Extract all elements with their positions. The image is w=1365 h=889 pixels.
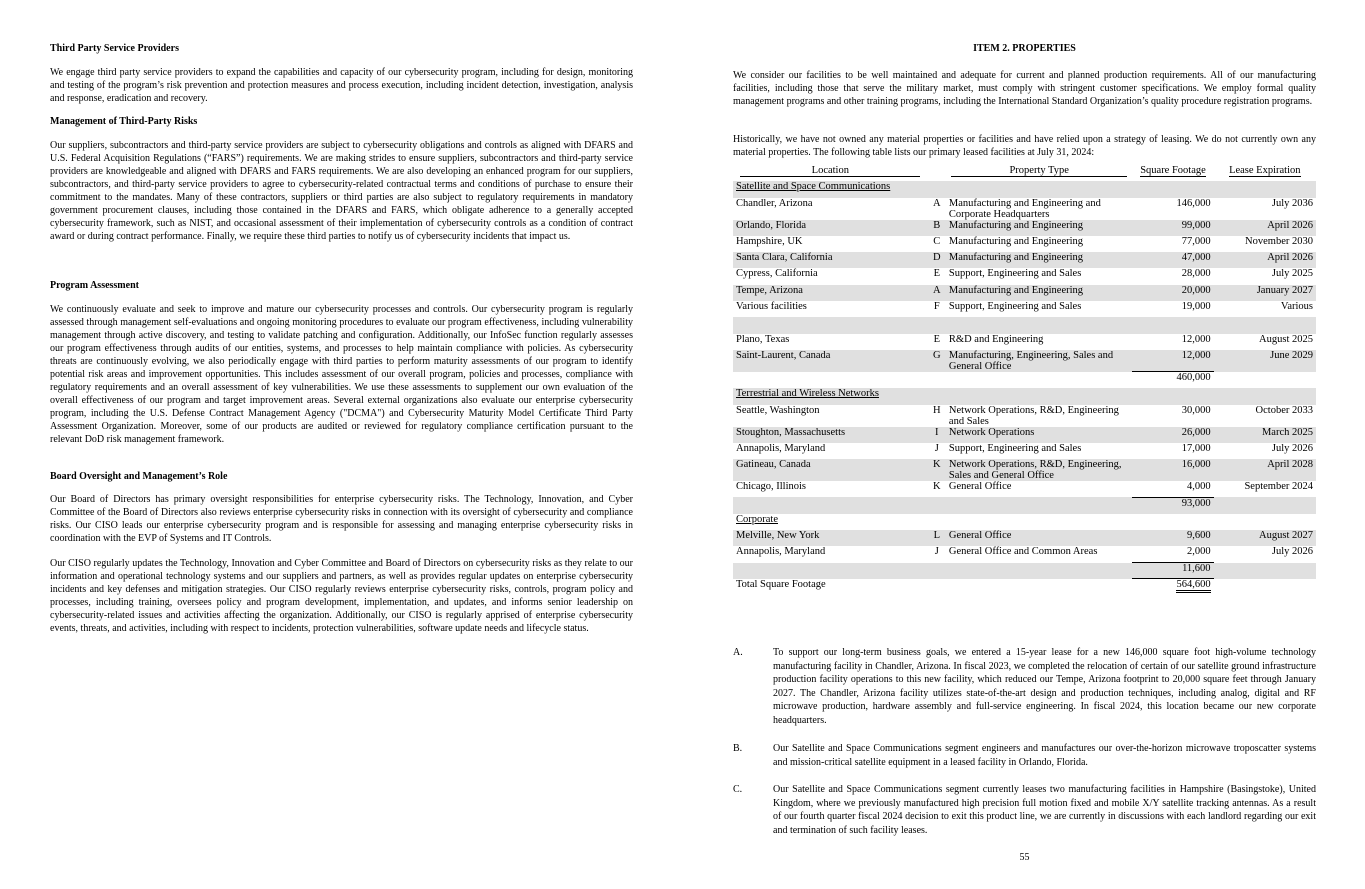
- lease-expiration-cell: October 2033: [1255, 404, 1313, 416]
- property-type-cell: Manufacturing and Engineering: [946, 220, 1133, 236]
- note-cell: I: [928, 427, 946, 443]
- table-row: [733, 427, 1316, 443]
- square-footage-cell: 4,000: [1186, 481, 1211, 493]
- total-cell: 564,600: [1176, 579, 1210, 593]
- total-row: [733, 579, 1316, 595]
- note-cell: H: [932, 404, 941, 416]
- property-type-cell: Manufacturing and Engineering: [946, 285, 1133, 301]
- square-footage-cell: 146,000: [1176, 197, 1211, 209]
- table-row: [733, 285, 1316, 301]
- properties-table: [733, 165, 1316, 595]
- table-row: [733, 236, 1316, 252]
- heading-board-oversight: Board Oversight and Management’s Role: [50, 471, 228, 482]
- column-header-location: Location: [740, 165, 920, 177]
- column-header-property-type: Property Type: [951, 165, 1127, 177]
- location-cell: Melville, New York: [733, 530, 928, 546]
- square-footage-cell: 16,000: [1132, 459, 1213, 481]
- note-cell: C: [933, 235, 941, 247]
- note-cell: D: [928, 252, 946, 268]
- lease-expiration-cell: September 2024: [1244, 481, 1313, 493]
- location-cell: Seattle, Washington: [736, 404, 820, 416]
- page-number: 55: [1019, 852, 1030, 863]
- intro-paragraph: We consider our facilities to be well maintained and adequate for current and planned production requirements. All of our manufacturing facilities, including those that serve the military market, must comply with stringent customer specifications. We employ formal quality management programs and other training programs, including the International Standard Organization’s quality procedure registration programs.: [733, 70, 1316, 107]
- note-cell: J: [934, 442, 939, 454]
- footnote: [733, 742, 1316, 769]
- paragraph: We continuously evaluate and seek to improve and mature our cybersecurity processes and controls. Our cybersecurity program is regularly assessed through management self-evaluations and ongoing monitoring procedures to evaluate our program effectiveness, including vulnerability management through active discovery, and testing to validate patching and configuration. Additionally, our InfoSec function regularly assesses our program effectiveness through audits of our entities, systems, and processes to help maintain compliance with policies. As cybersecurity threats are continuously evolving, we also periodically engage with third parties to perform maturity assessments of our program to identify potential risk areas and improvement opportunities. This includes assessment of our overall program, policies and processes, compliance with regulatory requirements and an overall assessment of key vulnerabilities. We use these assessments to supplement our own evaluation of the overall effectiveness of our program and target improvement areas. Several external organizations also evaluate our enterprise cybersecurity program, including the U.S. Defense Contract Management Agency ("DCMA") and Cybersecurity Maturity Model Certificate Third Party Assessment Organization. Moreover, some of our products are audited or reviewed for regulatory compliance certification pursuant to the relevant DoD risk management framework.: [50, 304, 633, 445]
- table-row: [733, 546, 1316, 562]
- footnote-label: A.: [733, 647, 743, 658]
- subtotal-cell: 93,000: [1132, 497, 1213, 513]
- location-cell: Cypress, California: [736, 268, 818, 280]
- location-cell: Annapolis, Maryland: [736, 442, 826, 454]
- square-footage-cell: 26,000: [1132, 427, 1213, 443]
- subtotal-row: [733, 563, 1316, 579]
- square-footage-cell: 30,000: [1181, 404, 1211, 416]
- lease-expiration-cell: April 2026: [1214, 220, 1316, 236]
- note-cell: B: [928, 220, 946, 236]
- lease-expiration-cell: April 2026: [1214, 252, 1316, 268]
- segment-label: Corporate: [736, 513, 778, 525]
- segment-row: [733, 181, 1316, 197]
- location-cell: Gatineau, Canada: [733, 459, 928, 481]
- location-cell: Saint-Laurent, Canada: [733, 350, 928, 372]
- note-cell: A: [928, 285, 946, 301]
- location-cell: Orlando, Florida: [733, 220, 928, 236]
- property-type-cell: R&D and Engineering: [948, 333, 1044, 345]
- square-footage-cell: 99,000: [1132, 220, 1213, 236]
- note-cell: J: [934, 546, 939, 558]
- total-label: Total Square Footage: [736, 578, 826, 590]
- table-row: [733, 334, 1316, 350]
- table-row: [733, 459, 1316, 481]
- segment-row: [733, 514, 1316, 530]
- column-header-square-footage: Square Footage: [1140, 165, 1206, 176]
- table-row: [733, 443, 1316, 459]
- table-row: [733, 198, 1316, 220]
- subtotal-row: [733, 497, 1316, 513]
- note-cell: K: [932, 481, 941, 493]
- note-cell: G: [928, 350, 946, 372]
- property-type-cell: Network Operations, R&D, Engineering and Sales: [948, 404, 1119, 427]
- footnote-label: C.: [733, 784, 743, 795]
- location-cell: Hampshire, UK: [736, 235, 803, 247]
- square-footage-cell: 17,000: [1181, 442, 1211, 454]
- table-row: [733, 220, 1316, 236]
- footnote-text: Our Satellite and Space Communications segment currently leases two manufacturing facilities in Hampshire (Basingstoke), United Kingdom, where we previously manufactured high precision full motion fixed and mobile X/Y satellite tracking antennas. As a result of our fourth quarter fiscal 2024 decision to exit this product line, we are currently in discussions with each landlord regarding our exit and termination of such facility leases.: [773, 784, 1316, 836]
- table-row: [733, 530, 1316, 546]
- property-type-cell: Support, Engineering and Sales: [948, 442, 1082, 454]
- segment-row: [733, 388, 1316, 404]
- lease-expiration-cell: August 2025: [1259, 333, 1313, 345]
- table-row: [733, 252, 1316, 268]
- location-cell: Santa Clara, California: [733, 252, 928, 268]
- square-footage-cell: 9,600: [1132, 530, 1213, 546]
- square-footage-cell: 28,000: [1181, 268, 1211, 280]
- lease-expiration-cell: July 2026: [1271, 546, 1313, 558]
- lease-expiration-cell: June 2029: [1214, 350, 1316, 372]
- footnote-text: To support our long-term business goals, we entered a 15-year lease for a new 146,000 square foot high-volume technology manufacturing facility in Chandler, Arizona. In fiscal 2023, we completed the relocation of certain of our satellite ground infrastructure production facility operations to this new facility, which reduced our Tempe, Arizona footprint to 20,000 square feet through January 2027. The Chandler, Arizona facility utilizes state-of-the-art design and production techniques, including analog, digital and RF microwave production, hardware assembly and full-service engineering. In fiscal 2024, this location became our new corporate headquarters.: [773, 647, 1316, 726]
- segment-label: Terrestrial and Wireless Networks: [736, 388, 879, 400]
- table-row: [733, 350, 1316, 372]
- paragraph: Our Board of Directors has primary oversight responsibilities for enterprise cybersecurity risks. The Technology, Innovation, and Cyber Committee of the Board of Directors also reviews enterprise cybersecurity risks in connection with its oversight of cybersecurity and compliance risks. Our CISO leads our enterprise cybersecurity program and is responsible for assessing and managing enterprise cybersecurity risks in coordination with the EVP of Systems and IT Controls.: [50, 494, 633, 544]
- location-cell: Plano, Texas: [736, 333, 790, 345]
- paragraph: Our CISO regularly updates the Technology, Innovation and Cyber Committee and Board of Directors on cybersecurity risks as they relate to our information and operational technology systems and our suppliers and partners, as well as provides regular updates on enterprise cybersecurity incidents and key defenses and mitigation strategies. Our CISO regularly reviews enterprise cybersecurity risks, controls, program policy and processes, including training, oversees policy and program development, implementation, and updates, and informs senior leadership on cybersecurity-related issues and activities affecting the organization. Additionally, our CISO is regularly apprised of enterprise cybersecurity events, threats, and activities, including with respect to incidents, protection vulnerabilities, software update needs and lifecycle status.: [50, 558, 633, 634]
- square-footage-cell: 2,000: [1186, 546, 1211, 558]
- location-cell: Chandler, Arizona: [736, 197, 813, 209]
- property-type-cell: General Office and Common Areas: [948, 546, 1098, 558]
- location-cell: Annapolis, Maryland: [736, 546, 826, 558]
- property-type-cell: Support, Engineering and Sales: [948, 268, 1082, 280]
- lease-expiration-cell: January 2027: [1214, 285, 1316, 301]
- column-header-lease-expiration: Lease Expiration: [1229, 165, 1301, 176]
- heading-program-assessment: Program Assessment: [50, 280, 139, 291]
- lease-expiration-cell: April 2028: [1214, 459, 1316, 481]
- intro-paragraph: Historically, we have not owned any material properties or facilities and have relied upon a strategy of leasing. We do not currently own any material properties. The following table lists our primary leased facilities at July 31, 2024:: [733, 134, 1316, 158]
- location-cell: Various facilities: [736, 301, 807, 313]
- footnote-label: B.: [733, 743, 743, 754]
- property-type-cell: General Office: [946, 530, 1133, 546]
- location-cell: Chicago, Illinois: [736, 481, 806, 493]
- lease-expiration-cell: March 2025: [1214, 427, 1316, 443]
- property-type-cell: Manufacturing and Engineering and Corporate Headquarters: [948, 197, 1101, 220]
- note-cell: E: [933, 268, 940, 280]
- property-type-cell: Manufacturing and Engineering: [946, 252, 1133, 268]
- lease-expiration-cell: August 2027: [1214, 530, 1316, 546]
- subtotal-row: [733, 372, 1316, 388]
- square-footage-cell: 77,000: [1181, 235, 1211, 247]
- paragraph: We engage third party service providers to expand the capabilities and capacity of our cybersecurity program, including for design, monitoring and testing of the program’s risk prevention and protection measures and process execution, including incident detection, investigation, analysis and response, eradication and recovery.: [50, 67, 633, 104]
- segment-label: Satellite and Space Communications: [736, 181, 891, 193]
- footnote: [733, 646, 1316, 727]
- note-cell: L: [928, 530, 946, 546]
- table-row: [733, 481, 1316, 497]
- footnote: [733, 783, 1316, 837]
- subtotal-cell: 11,600: [1132, 563, 1213, 579]
- table-row: [733, 405, 1316, 427]
- table-row: [733, 301, 1316, 317]
- square-footage-cell: 19,000: [1181, 301, 1211, 313]
- location-cell: Tempe, Arizona: [733, 285, 928, 301]
- table-row: [733, 268, 1316, 284]
- property-type-cell: Manufacturing and Engineering: [948, 235, 1084, 247]
- lease-expiration-cell: November 2030: [1245, 235, 1313, 247]
- lease-expiration-cell: July 2036: [1271, 197, 1313, 209]
- heading-third-party-service-providers: Third Party Service Providers: [50, 43, 179, 54]
- note-cell: E: [933, 333, 940, 345]
- table-header-row: [733, 165, 1316, 181]
- property-type-cell: Network Operations, R&D, Engineering, Sales and General Office: [946, 459, 1133, 481]
- property-type-cell: Support, Engineering and Sales: [948, 301, 1082, 313]
- subtotal-cell: 460,000: [1132, 372, 1213, 388]
- square-footage-cell: 12,000: [1132, 350, 1213, 372]
- paragraph: Our suppliers, subcontractors and third-party service providers are subject to cybersecurity obligations and controls as aligned with DFARS and U.S. Federal Acquisition Regulations (“FARS”) requirements. We are making strides to ensure suppliers, subcontractors and third-party service providers are knowledgeable and aligned with DFARS and FARS requirements. We are also developing an enhanced program for our suppliers, subcontractors, and third-party service providers to agree to cybersecurity-related contractual terms and conditions of purchase to ensure their commitment to the mandates. Many of these contractors, suppliers or third parties are also subject to regulatory requirements in mandatory government procurement clauses, including those contained in the DFARS and FARS, which obligate adherence to a generally accepted cybersecurity framework, such as NIST, and occasional assessment of their implementation of cybersecurity controls as a condition of contract award or during contract performance. Finally, we require these third parties to notify us of cybersecurity incidents that impact us.: [50, 140, 633, 242]
- lease-expiration-cell: July 2025: [1271, 268, 1313, 280]
- property-type-cell: General Office: [948, 481, 1012, 493]
- lease-expiration-cell: Various: [1280, 301, 1313, 313]
- square-footage-cell: 12,000: [1181, 333, 1211, 345]
- page-title: ITEM 2. PROPERTIES: [973, 43, 1076, 54]
- property-type-cell: Network Operations: [946, 427, 1133, 443]
- note-cell: F: [933, 301, 940, 313]
- spacer-row: [733, 317, 1316, 333]
- note-cell: A: [932, 197, 941, 209]
- footnote-text: Our Satellite and Space Communications segment engineers and manufactures our over-the-horizon microwave troposcatter systems and mission-critical satellite equipment in a leased facility in Orlando, Florida.: [773, 743, 1316, 768]
- heading-management-third-party-risks: Management of Third-Party Risks: [50, 116, 198, 127]
- property-type-cell: Manufacturing, Engineering, Sales and General Office: [946, 350, 1133, 372]
- note-cell: K: [928, 459, 946, 481]
- square-footage-cell: 20,000: [1132, 285, 1213, 301]
- location-cell: Stoughton, Massachusetts: [733, 427, 928, 443]
- square-footage-cell: 47,000: [1132, 252, 1213, 268]
- lease-expiration-cell: July 2026: [1271, 442, 1313, 454]
